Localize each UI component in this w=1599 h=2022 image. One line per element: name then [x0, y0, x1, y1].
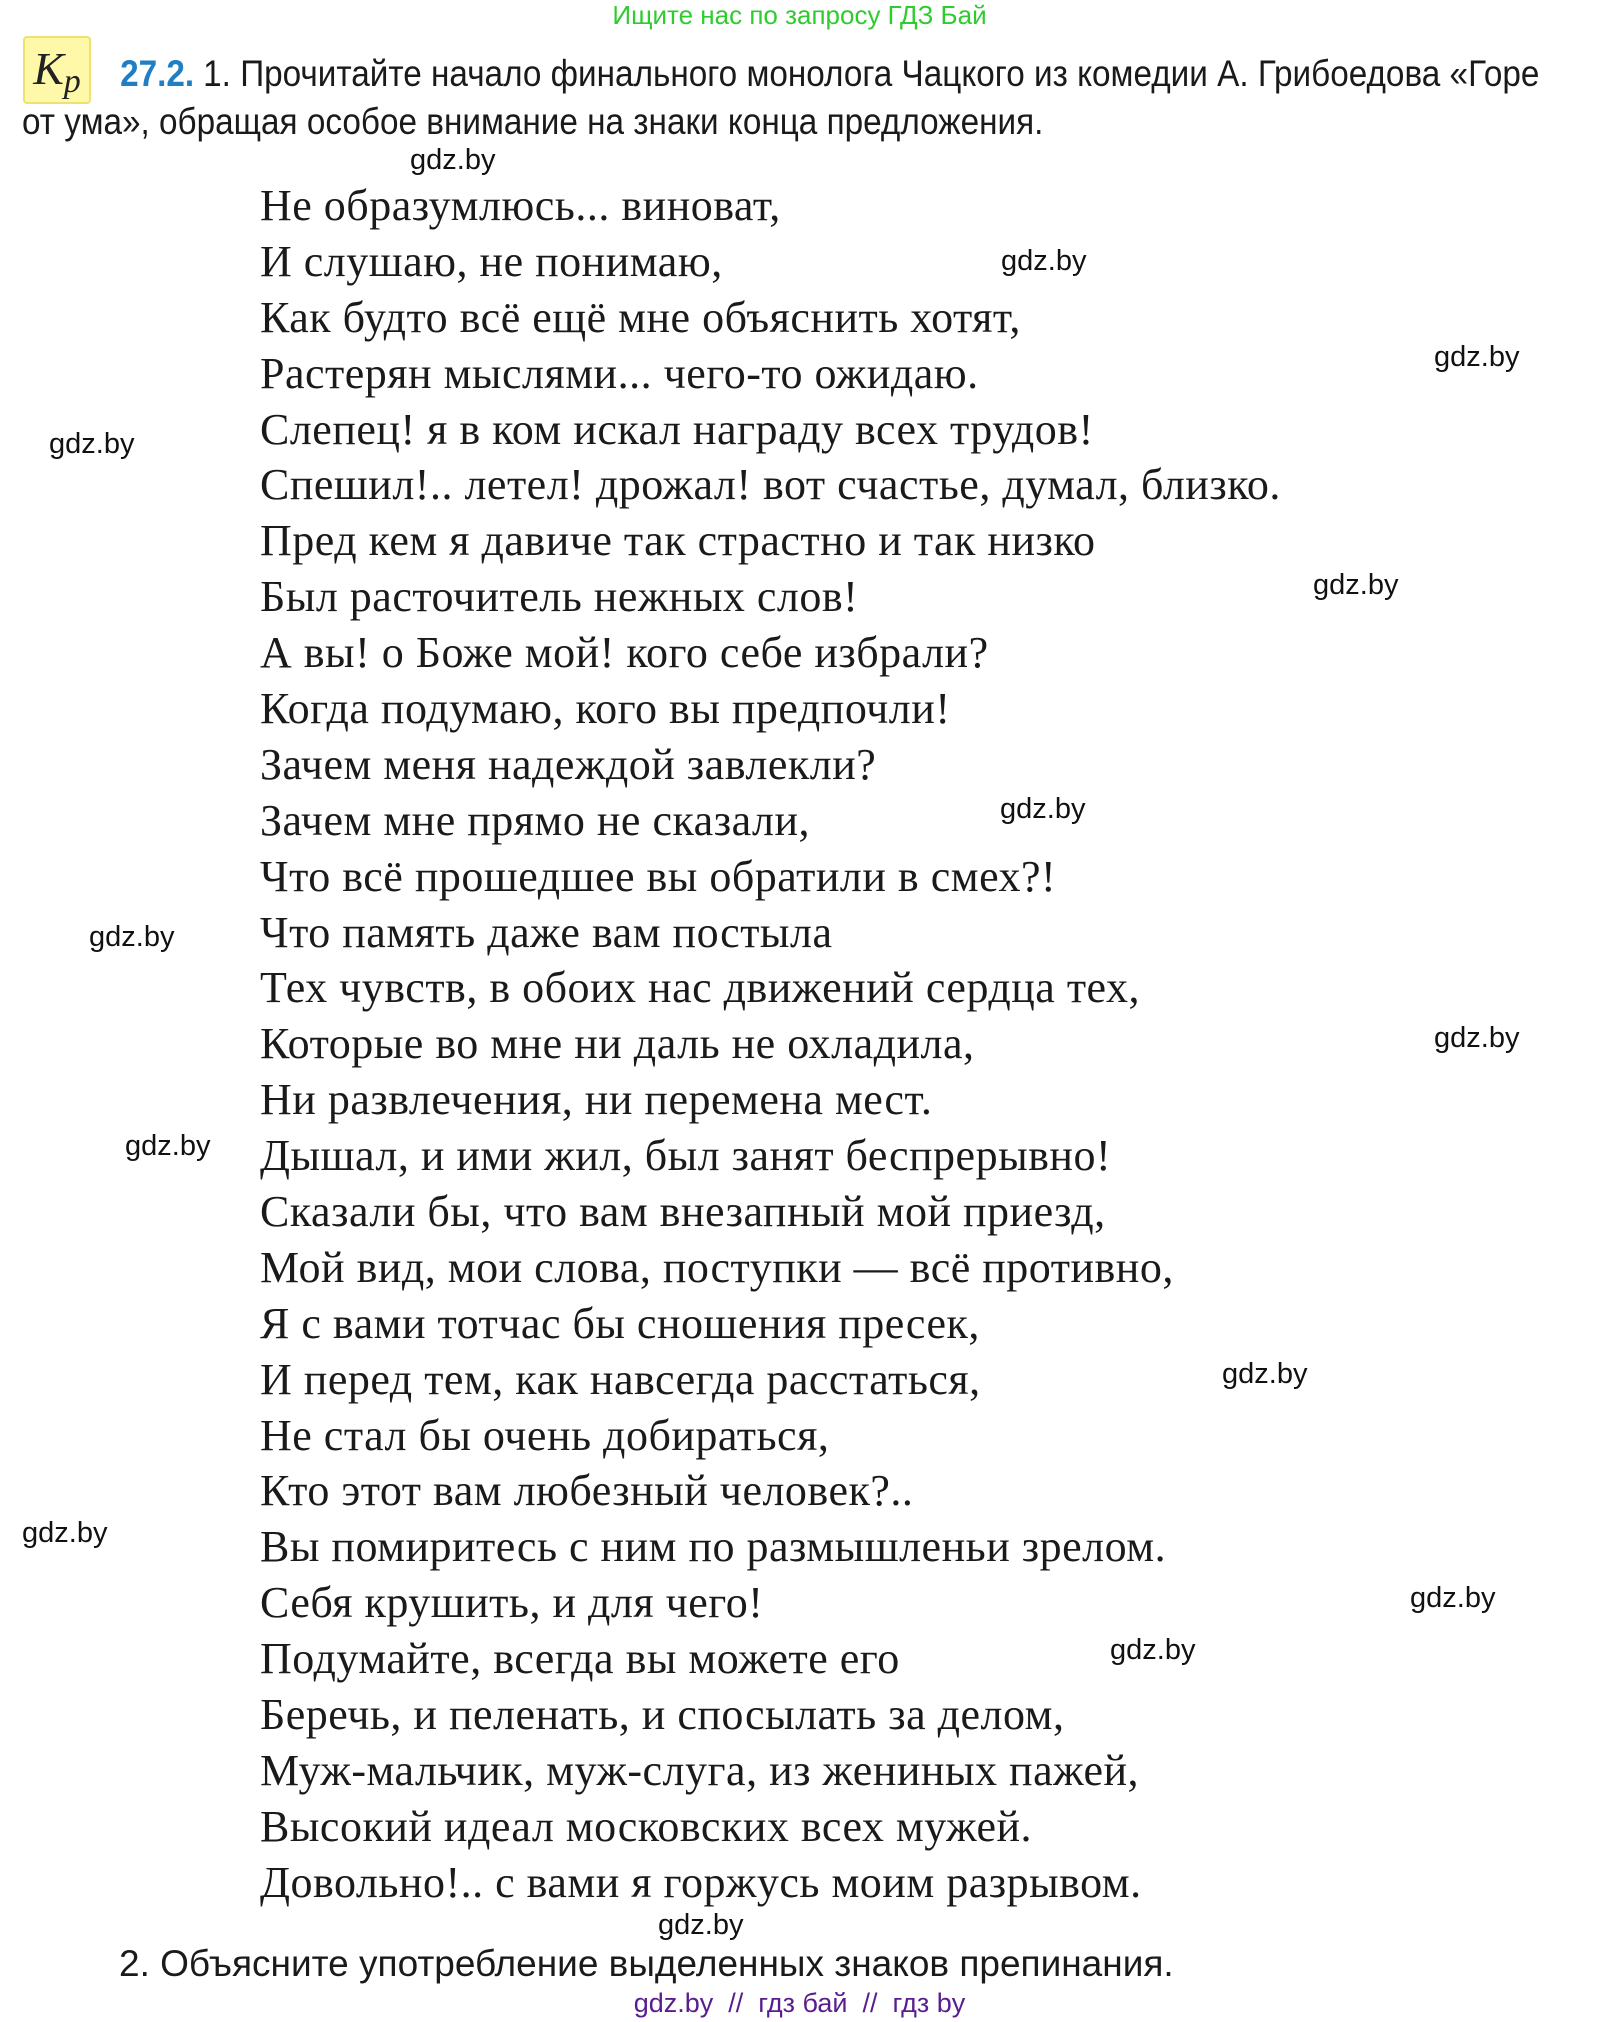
poem-line: И перед тем, как навсегда расстаться,	[260, 1354, 981, 1404]
footer-links: gdz.by // гдз бай // гдз by	[633, 1988, 966, 2018]
badge-letter: К	[33, 43, 64, 94]
poem-line: Муж-мальчик, муж-слуга, из жениных пажей,	[260, 1745, 1140, 1795]
poem-line: Мой вид, мои слова, поступки — всё противно,	[260, 1242, 1174, 1292]
poem-line: Я с вами тотчас бы сношения пресек,	[260, 1298, 980, 1348]
poem-line: Высокий идеал московских всех мужей.	[260, 1801, 1033, 1851]
search-banner: Ищите нас по запросу ГДЗ Бай	[612, 0, 987, 30]
poem-line: Довольно!.. с вами я горжусь моим разрывом.	[260, 1857, 1142, 1907]
poem-line: Что память даже вам постыла	[260, 907, 833, 957]
watermark: gdz.by	[49, 428, 135, 460]
poem-line: Дышал, и ими жил, был занят беспрерывно!	[260, 1131, 1112, 1181]
watermark: gdz.by	[22, 1517, 108, 1549]
poem-line: Вы помиритесь с ним по размышленьи зрелом.	[260, 1522, 1167, 1572]
poem-line: Пред кем я давиче так страстно и так низко	[260, 516, 1096, 566]
watermark: gdz.by	[1000, 793, 1086, 825]
poem-line: И слушаю, не понимаю,	[260, 236, 723, 286]
poem-line: Не образумлюсь... виноват,	[260, 181, 781, 230]
poem-line: Ни развлечения, ни перемена мест.	[260, 1075, 933, 1125]
poem-line: Которые во мне ни даль не охладила,	[260, 1019, 975, 1069]
exercise-number: 27.2.	[120, 53, 195, 94]
task-1-text: 1. Прочитайте начало финального монолога Чацкого из комедии А. Грибоедова «Горе от ума», обращая особое внимание на знаки конца предложения.	[22, 53, 1540, 142]
poem-line: Кто этот вам любезный человек?..	[260, 1466, 914, 1516]
poem-line: Зачем мне прямо не сказали,	[260, 795, 811, 845]
poem-line: А вы! о Боже мой! кого себе избрали?	[260, 628, 989, 678]
watermark: gdz.by	[410, 144, 496, 176]
poem-line: Когда подумаю, кого вы предпочли!	[260, 684, 951, 734]
poem-line: Не стал бы очень добираться,	[260, 1410, 830, 1460]
poem-line: Слепец! я в ком искал награду всех трудов!	[260, 404, 1094, 454]
watermark: gdz.by	[89, 921, 175, 953]
poem-line: Тех чувств, в обоих нас движений сердца тех,	[260, 963, 1140, 1013]
poem-line: Спешил!.. летел! дрожал! вот счастье, думал, близко.	[260, 460, 1281, 510]
badge-subscript: р	[63, 63, 81, 100]
poem-line: Зачем меня надеждой завлекли?	[260, 739, 877, 789]
poem-line: Подумайте, всегда вы можете его	[260, 1634, 900, 1684]
watermark: gdz.by	[1434, 341, 1520, 373]
poem-line: Сказали бы, что вам внезапный мой приезд,	[260, 1187, 1106, 1237]
poem-line: Что всё прошедшее вы обратили в смех?!	[260, 851, 1057, 901]
watermark: gdz.by	[1410, 1582, 1496, 1614]
watermark: gdz.by	[1110, 1634, 1196, 1666]
poem-line: Беречь, и пеленать, и спосылать за делом,	[260, 1690, 1065, 1740]
watermark: gdz.by	[125, 1130, 211, 1162]
watermark: gdz.by	[1313, 569, 1399, 601]
exercise-intro	[22, 50, 1570, 146]
poem-line: Был расточитель нежных слов!	[260, 572, 859, 622]
task-2-text: 2. Объясните употребление выделенных знаков препинания.	[119, 1943, 1174, 1984]
watermark: gdz.by	[1222, 1358, 1308, 1390]
poem-line: Себя крушить, и для чего!	[260, 1578, 764, 1628]
poem-line: Как будто всё ещё мне объяснить хотят,	[260, 292, 1021, 342]
poem-line: Растерян мыслями... чего-то ожидаю.	[260, 348, 979, 398]
watermark: gdz.by	[658, 1909, 744, 1941]
watermark: gdz.by	[1001, 245, 1087, 277]
watermark: gdz.by	[1434, 1022, 1520, 1054]
